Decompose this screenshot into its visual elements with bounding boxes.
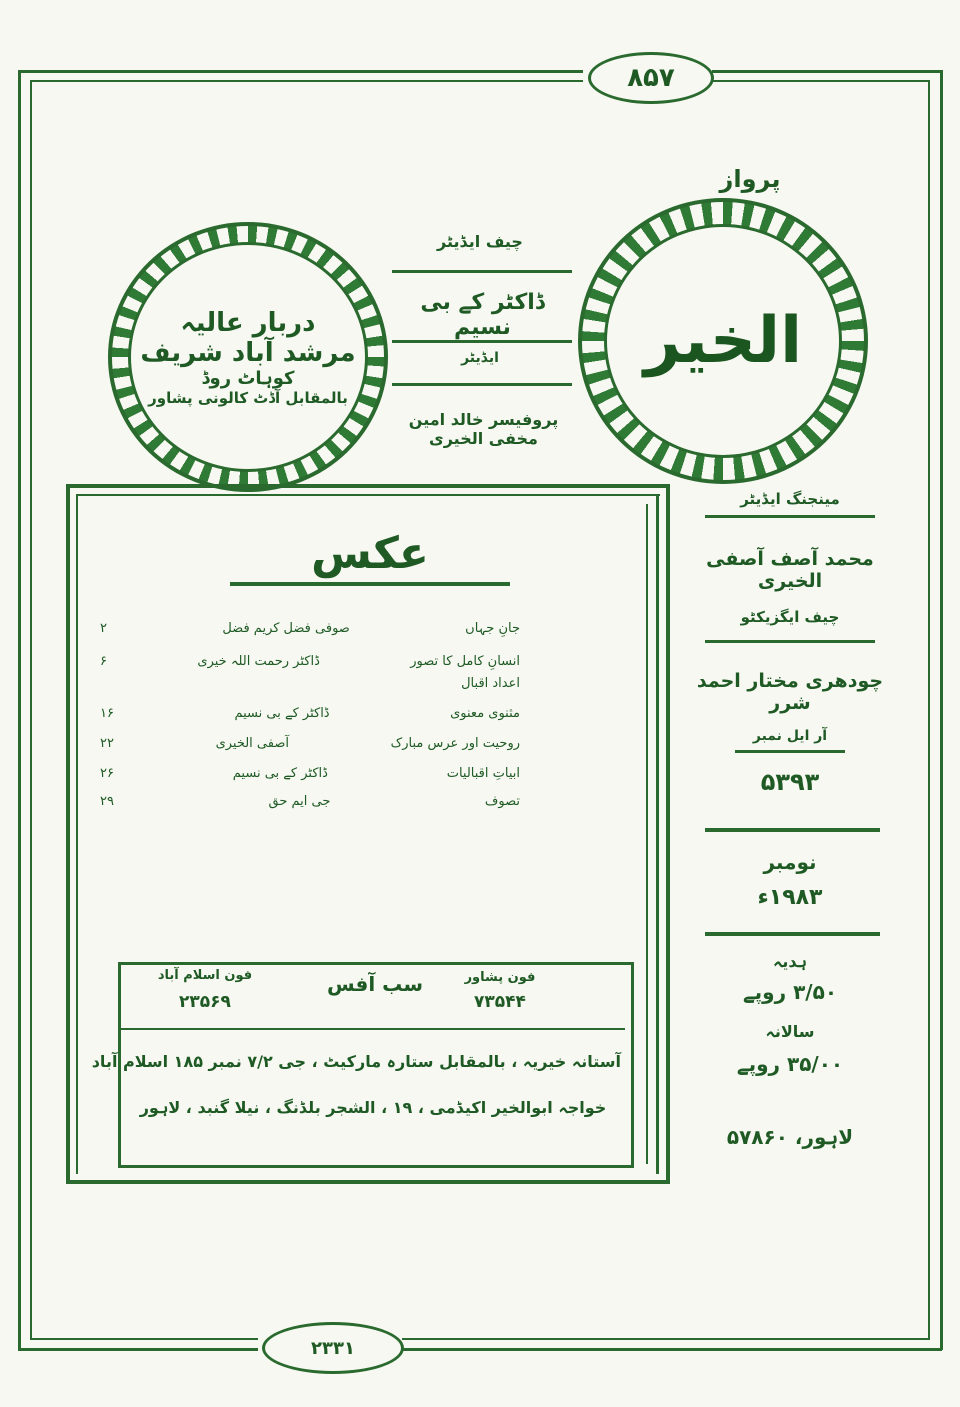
toc-page: ۱۶ bbox=[100, 705, 114, 721]
office-address-line-1: آستانہ خیریہ ، بالمقابل ستارہ مارکیٹ ، جی ۷/۲ نمبر ۱۸۵ اسلام آباد bbox=[91, 1052, 621, 1071]
sidebar-divider-3 bbox=[735, 750, 845, 753]
toc-row bbox=[100, 788, 520, 814]
seal-line-1: دربار عالیہ bbox=[180, 307, 316, 338]
frame-top-right-line bbox=[712, 70, 942, 73]
toc-title: مثنوی معنوی bbox=[450, 705, 520, 721]
toc-author: ڈاکٹر رحمت اللہ خیری bbox=[197, 653, 320, 669]
page-number-top: ۸۵۷ bbox=[588, 52, 714, 104]
sidebar-divider-1 bbox=[705, 515, 875, 518]
address-seal bbox=[108, 222, 388, 492]
frame-top-left-line bbox=[18, 70, 583, 73]
masthead-seal bbox=[578, 198, 868, 484]
annual-label: سالانہ bbox=[765, 1022, 815, 1041]
contents-frame-left bbox=[66, 484, 70, 1184]
frame-right-line bbox=[940, 70, 943, 1350]
contents-frame-right-3 bbox=[646, 504, 648, 1164]
page-number-bottom: ۲۳۳۱ bbox=[262, 1322, 404, 1374]
editor-label: ایڈیٹر bbox=[461, 350, 499, 366]
reg-label: آر ایل نمبر bbox=[752, 728, 828, 744]
contents-heading: عکس bbox=[311, 528, 429, 579]
toc-row bbox=[100, 670, 520, 696]
toc-title: روحیت اور عرس مبارک bbox=[390, 735, 520, 751]
frame-bottom-right-line bbox=[402, 1348, 942, 1351]
toc-row bbox=[100, 760, 520, 786]
toc-row bbox=[100, 700, 520, 726]
seal-line-3: کوہاٹ روڈ bbox=[201, 367, 295, 389]
chief-executive-name: چودھری مختار احمد شرر bbox=[696, 670, 884, 714]
price-annual: ۳۵/۰۰ روپے bbox=[736, 1052, 844, 1076]
contents-frame-bottom bbox=[66, 1180, 670, 1184]
price-single: ۳/۵۰ روپے bbox=[742, 980, 838, 1004]
frame-left-line bbox=[18, 70, 21, 1350]
sub-office-label: سب آفس bbox=[326, 972, 424, 996]
toc-author: ڈاکٹر کے بی نسیم bbox=[232, 765, 328, 781]
sidebar-divider-2 bbox=[705, 640, 875, 643]
contents-frame-right bbox=[666, 484, 670, 1184]
toc-author: صوفی فضل کریم فضل bbox=[222, 620, 350, 636]
issue-month: نومبر bbox=[763, 850, 817, 874]
reg-number: ۵۳۹۳ bbox=[760, 768, 820, 796]
toc-page: ۶ bbox=[100, 653, 107, 669]
lahore-number: لاہور، ۵۷۸۶۰ bbox=[726, 1125, 854, 1149]
editor-name: پروفیسر خالد امین مخفی الخیری bbox=[408, 410, 559, 448]
toc-title: اعداد اقبال bbox=[461, 675, 520, 691]
parwaz-label: پرواز bbox=[719, 165, 781, 193]
office-address-line-2: خواجہ ابوالخیر اکیڈمی ، ۱۹ ، الشجر بلڈنگ ، نیلا گنبد ، لاہور bbox=[139, 1098, 607, 1117]
contents-frame-top bbox=[66, 484, 670, 488]
price-label: ہدیہ bbox=[773, 952, 807, 971]
phone-islamabad-label: فون اسلام آباد bbox=[157, 968, 253, 983]
managing-editor-label: مینجنگ ایڈیٹر bbox=[740, 490, 840, 508]
phone-islamabad: ۲۳۵۶۹ bbox=[179, 992, 231, 1012]
toc-title: جانِ جہاں bbox=[465, 620, 520, 636]
contents-heading-underline bbox=[230, 582, 510, 586]
toc-author: جی ایم حق bbox=[268, 793, 331, 809]
sidebar-divider-5 bbox=[705, 932, 880, 936]
office-box-divider bbox=[121, 1028, 625, 1030]
toc-author: آصفی الخیری bbox=[215, 735, 289, 751]
chief-executive-label: چیف ایگزیکٹو bbox=[740, 608, 840, 626]
managing-editor-name: محمد آصف آصفی الخیری bbox=[706, 548, 874, 592]
frame-left-line-2 bbox=[30, 80, 32, 1340]
toc-row bbox=[100, 615, 520, 641]
divider-2 bbox=[392, 340, 572, 343]
toc-title: تصوف bbox=[484, 793, 520, 809]
seal-line-4: بالمقابل آڈٹ کالونی پشاور bbox=[148, 388, 348, 407]
phone-peshawar-label: فون پشاور bbox=[464, 970, 536, 985]
toc-page: ۲۹ bbox=[100, 793, 114, 809]
frame-top-left-line-2 bbox=[30, 80, 583, 82]
contents-frame-left-2 bbox=[76, 494, 78, 1174]
divider-1 bbox=[392, 270, 572, 273]
contents-frame-top-2 bbox=[76, 494, 660, 496]
divider-3 bbox=[392, 383, 572, 386]
toc-title: انسانِ کامل کا تصور bbox=[410, 653, 520, 669]
toc-title: ابیاتِ اقبالیات bbox=[446, 765, 520, 781]
chief-editor-name: ڈاکٹر کے بی نسیم bbox=[420, 290, 545, 340]
phone-peshawar: ۷۳۵۴۴ bbox=[474, 992, 526, 1012]
frame-bottom-left-line-2 bbox=[30, 1338, 258, 1340]
frame-right-line-2 bbox=[928, 80, 930, 1340]
toc-page: ۲ bbox=[100, 620, 107, 636]
toc-page: ۲۶ bbox=[100, 765, 114, 781]
toc-author: ڈاکٹر کے بی نسیم bbox=[234, 705, 330, 721]
toc-page: ۲۲ bbox=[100, 735, 114, 751]
magazine-title: الخير bbox=[643, 304, 803, 378]
toc-row bbox=[100, 730, 520, 756]
seal-line-2: مرشد آباد شریف bbox=[140, 337, 356, 368]
contents-frame-right-2 bbox=[656, 494, 659, 1174]
frame-bottom-left-line bbox=[18, 1348, 258, 1351]
frame-bottom-right-line-2 bbox=[402, 1338, 930, 1340]
sidebar-divider-4 bbox=[705, 828, 880, 832]
frame-top-right-line-2 bbox=[712, 80, 930, 82]
issue-year: ۱۹۸۳ء bbox=[757, 885, 823, 910]
chief-editor-label: چیف ایڈیٹر bbox=[437, 232, 523, 251]
